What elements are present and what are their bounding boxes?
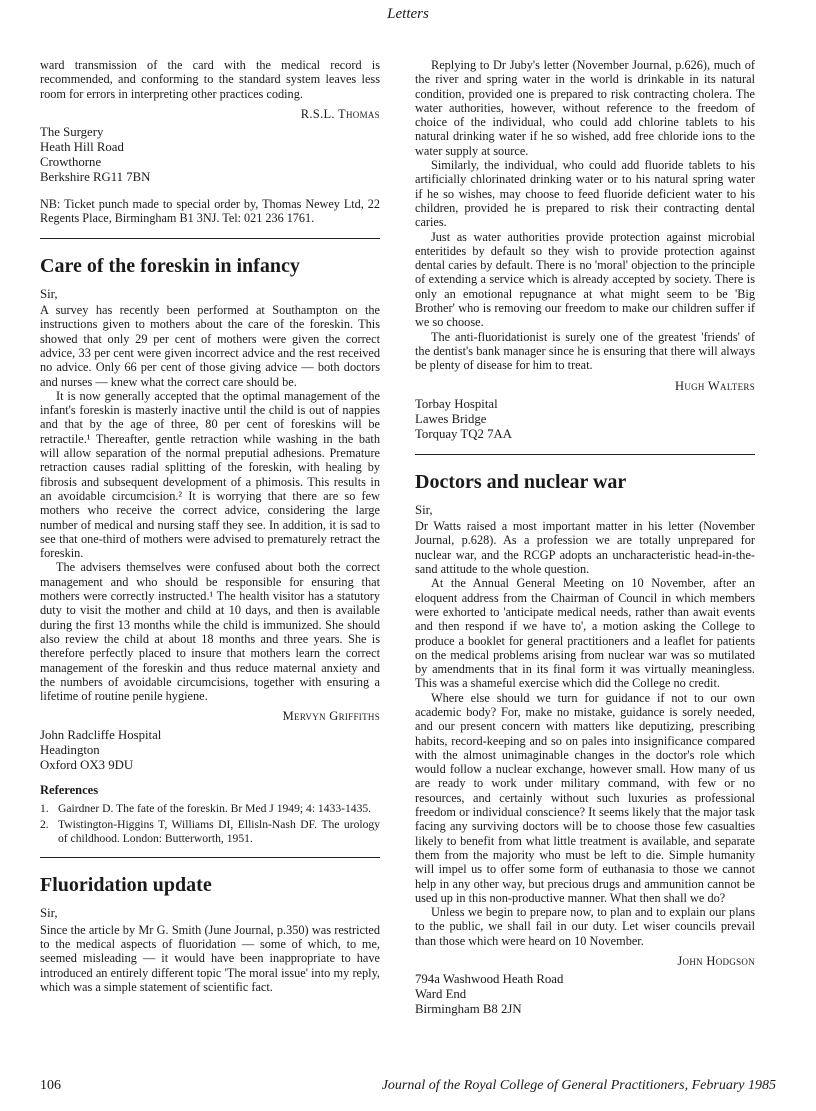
address-line: The Surgery [40, 125, 104, 140]
salutation: Sir, [40, 286, 58, 301]
salutation: Sir, [40, 906, 58, 921]
reference-item: 1. Gairdner D. The fate of the foreskin. Br Med J 1949; 4: 1433-1435. [40, 801, 372, 815]
signature-griffiths: Mervyn Griffiths [282, 709, 380, 724]
paragraph: A survey has recently been performed at Southampton on the instructions given to mothers about the care of the foreskin. This showed that only 29 per cent of mothers were given the correct advice, 33 per cent were given incorrect advice and the rest received no advice. Only 66 per cent of those giving advice — both doctors and nurses — knew what the correct care should be. [40, 303, 380, 389]
journal-footer: Journal of the Royal College of General Practitioners, February 1985 [381, 1078, 776, 1093]
address-line: Headington [40, 742, 100, 757]
address-line: Heath Hill Road [40, 140, 124, 155]
address-thomas [40, 125, 380, 185]
running-head: Letters [387, 6, 429, 22]
references-list [40, 802, 380, 846]
nb-note: NB: Ticket punch made to special order by, Thomas Newey Ltd, 22 Regents Place, Birmingham B1 3NJ. Tel: 021 236 1761. [40, 197, 380, 226]
paragraph: Just as water authorities provide protection against microbial enteritides by default so they wish to provide protection against dental caries by default. There is no 'moral' objection to the principle of extending a service which is already accepted by society. There is only an emotional repugnance at what might seem to be 'Big Brother' who is removing our freedom to make our children suffer if we so choose. [415, 229, 755, 330]
paragraph: The anti-fluoridationist is surely one of the greatest 'friends' of the dentist's bank manager since he is ensuring that there will always be plenty of disease for him to treat. [415, 329, 755, 373]
address-line: Lawes Bridge [415, 411, 487, 426]
article-title-nuclear: Doctors and nuclear war [415, 470, 627, 493]
paragraph: Unless we begin to prepare now, to plan and to explain our plans to the public, we shall fail in our duty. Let wiser councils prevail than those which were heard on 10 November. [415, 905, 755, 948]
paragraph: Similarly, the individual, who could add fluoride tablets to his artificially chlorinated drinking water or to his natural spring water if he so wishes, may choose to feed fluoride deficient water to his children, provided he is prepared to risk their contracting dental caries. [415, 158, 755, 230]
salutation: Sir, [415, 502, 433, 517]
continuation-paragraph: ward transmission of the card with the medical record is recommended, and conforming to the standard system leaves less room for errors in interpreting other practices coding. [40, 58, 380, 101]
address-line: Torquay TQ2 7AA [415, 426, 512, 441]
paragraph: Replying to Dr Juby's letter (November Journal, p.626), much of the river and spring water in the world is drinkable in its natural condition, provided one is prepared to risk contracting cholera. The water authorities, however, without reference to the freedom of choice of the individual, who could add chlorine tablets to his natural drinking water if he so wished, add free chloride ions to the water supply at source. [415, 58, 755, 158]
article-title-foreskin: Care of the foreskin in infancy [40, 254, 300, 277]
section-divider [40, 857, 380, 858]
signature-hodgson: John Hodgson [677, 954, 755, 969]
address-line: 794a Washwood Heath Road [415, 972, 564, 987]
reference-item: 2. Twistington-Higgins T, Williams DI, Ellisln-Nash DF. The urology of childhood. London: Butterworth, 1951. [40, 818, 380, 845]
paragraph: The advisers themselves were confused about both the correct management and who should be responsible for ensuring that mothers were correctly instructed.¹ The health visitor has a statutory duty to visit the mother and child at 10 days, and then is available during the first 13 months while the child is immunized. She should also review the child at about 18 months and three years. She is therefore perfectly placed to insure that mothers learn the correct management of the foreskin and thus reduce maternal anxiety and the numbers of avoidable circumcisions, together with ensuring a lifetime of routine penile hygiene. [40, 560, 380, 704]
article-title-fluoridation: Fluoridation update [40, 874, 212, 897]
address-line: Torbay Hospital [415, 396, 498, 411]
address-griffiths [40, 728, 380, 773]
paragraph: It is now generally accepted that the optimal management of the infant's foreskin is masterly inactive until the child is out of nappies and that by the age of three, 80 per cent of foreskins will be retractile.¹ Thereafter, gentle retraction while washing in the bath will allow separation of the normal preputial adhesions. Premature retraction causes radial splitting of the foreskin, with healing by fibrosis and subsequent development of a phimosis. This results in an avoidable circumcision.² It is worrying that there are so few mothers who receive the correct advice, considering the large number of medical and nursing staff they see. In addition, it is sad to see that one-third of mothers were advised to prematurely retract the foreskin. [40, 388, 380, 561]
address-line: Crowthorne [40, 155, 102, 170]
right-column [415, 58, 755, 1017]
address-line: Ward End [415, 987, 467, 1002]
address-line: Oxford OX3 9DU [40, 757, 134, 772]
left-column [40, 58, 380, 994]
page-number: 106 [40, 1078, 61, 1093]
section-divider [40, 238, 380, 239]
paragraph: At the Annual General Meeting on 10 November, after an eloquent address from the Chairman of Council in which members were exhorted to 'anticipate medical needs, rather than await events and then respond if we have to', a motion asking the College to produce a booklet for general practitioners and a leaflet for patients on the medical problems arising from nuclear war was so mutilated by amendments that in its final form it was virtually meaningless. This was a shameful exercise which did the College no credit. [415, 576, 755, 691]
paragraph: Since the article by Mr G. Smith (June Journal, p.350) was restricted to the medical aspects of fluoridation — some of which, to me, seemed misleading — it would have been inappropriate to have introduced an entirely different topic 'The moral issue' into my reply, which was a simple statement of scientific fact. [40, 922, 380, 994]
address-line: Birmingham B8 2JN [415, 1002, 522, 1017]
paragraph: Where else should we turn for guidance if not to our own academic body? For, make no mistake, guidance is sorely needed, and our present concern with matters like deputizing, prescribing habits, record-keeping and so on pales into insignificance compared with the almost unimaginable changes in the doctor's role which would follow a nuclear exchange, however small. How many of us are ready to work under military command, with few or no resources, and certainly without such luxuries as professional freedom or individual conscience? It seems likely that the major task facing any surviving doctors will be to choose those few casualties likely to benefit from what little treatment is available, and separate them from the majority who must be left to die. Simple humanity will impel us to offer some form of euthanasia to those we cannot help in any other way, but precious drugs and ammunition cannot be used up in this non-productive manner. What then shall we do? [415, 690, 755, 905]
signature-walters: Hugh Walters [675, 378, 755, 393]
section-divider [415, 454, 755, 455]
address-line: John Radcliffe Hospital [40, 727, 162, 742]
references-heading: References [40, 782, 99, 797]
signature-thomas: R.S.L. Thomas [300, 106, 380, 121]
address-hodgson [415, 972, 755, 1017]
address-line: Berkshire RG11 7BN [40, 170, 151, 185]
paragraph: Dr Watts raised a most important matter in his letter (November Journal, p.628). As a profession we are totally unprepared for nuclear war, and the RCGP adopts an uncharacteristic head-in-the-sand attitude to the whole question. [415, 519, 755, 577]
address-walters [415, 397, 755, 442]
